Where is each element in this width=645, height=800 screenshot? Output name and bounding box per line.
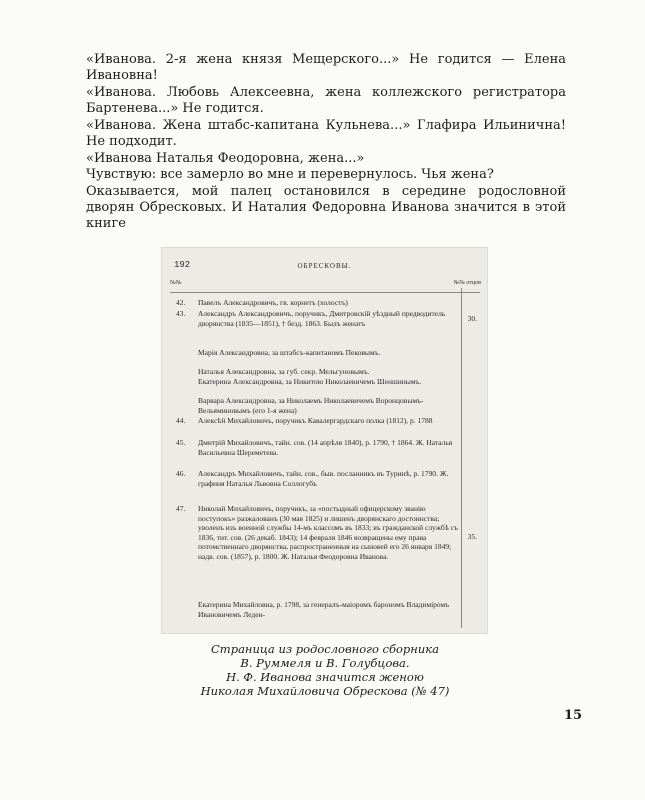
entry-sub: Наталья Александровна, за губ. секр. Мельгуновымъ.: [198, 367, 370, 376]
entry-text: Александръ Александровичъ, поручикъ, Дмитровскій уѣздный предводитель дворянства (1835—1851), † безд. 1863. Былъ женатъ: [198, 309, 446, 328]
entry-sub: Екатерина Александровна, за Никитою Николаевичемъ Шеншинымъ.: [198, 377, 422, 386]
entry-number: 47.: [176, 504, 186, 513]
entry-number: 44.: [176, 416, 186, 425]
entry-47: [176, 504, 458, 562]
inset-title: ОБРЕСКОВЫ.: [297, 262, 352, 270]
entry-number: 45.: [176, 438, 186, 447]
entry-44: [176, 416, 458, 426]
entry-ref: 30.: [467, 314, 477, 323]
entry-46: [176, 469, 458, 488]
entry-text: Алексѣй Михайловичъ, поручикъ Кавалергардскаго полка (1812), р. 1788: [198, 416, 433, 425]
entry-45: [176, 438, 458, 457]
entry-number: 42.: [176, 298, 186, 307]
paragraph-4: «Иванова Наталья Феодоровна, жена...»: [86, 151, 365, 166]
entry-text: Павелъ Александровичъ, гв. корнетъ (холостъ): [198, 298, 348, 307]
figure-caption: [150, 642, 500, 698]
entry-text: Александръ Михайловичъ, тайн. сов., быв. посланникъ въ Туринѣ, р. 1790. Ж. графиня Наталья Львовна Соллогубъ: [198, 469, 449, 488]
entry-sub: Марія Александровна, за штабсъ-капитаномъ Пековымъ.: [198, 348, 381, 357]
genealogy-page-image: [162, 248, 487, 633]
paragraph-2: «Иванова. Любовь Алексеевна, жена коллежского регистратора Бартенева...» Не годится.: [86, 85, 566, 116]
entry-42: [176, 298, 458, 308]
entry-43: [176, 309, 458, 328]
entry-sub: Екатерина Михайловна, р. 1798, за генералъ-маіоромъ барономъ Владиміромъ Ивановичемъ Леден-: [198, 600, 450, 619]
caption-line: Н. Ф. Иванова значится женою: [226, 670, 424, 684]
entry-ref: 35.: [467, 532, 477, 541]
entry-sub: Варвара Александровна, за Николаемъ Николаевичемъ Воронцовымъ-Вельяминовымъ (его 1-я жена): [198, 396, 424, 415]
entry-number: 46.: [176, 469, 186, 478]
inset-column-rule: [461, 288, 462, 628]
paragraph-6: Оказывается, мой палец остановился в середине родословной дворян Обресковых. И Наталия Федоровна Иванова значится в этой книге: [86, 184, 566, 231]
inset-divider: [170, 292, 480, 293]
inset-col-left-label: №№: [170, 280, 182, 286]
inset-col-right-label: №№ отцов: [453, 280, 481, 286]
caption-line: В. Руммеля и В. Голубцова.: [240, 656, 410, 670]
entry-text: Дмитрій Михайловичъ, тайн. сов. (14 апрѣля 1840), р. 1790, † 1864. Ж. Наталья Васильевна Шереметева.: [198, 438, 453, 457]
caption-line: Страница из родословного сборника: [211, 642, 439, 656]
paragraph-5: Чувствую: все замерло во мне и перевернулось. Чья жена?: [86, 167, 494, 182]
page-number: 15: [564, 708, 583, 723]
caption-line: Николая Михайловича Обрескова (№ 47): [200, 684, 450, 698]
paragraph-3: «Иванова. Жена штабс-капитана Кульнева...» Глафира Ильинична! Не подходит.: [86, 118, 566, 149]
inset-page-number: 192: [174, 260, 191, 270]
paragraph-1: «Иванова. 2-я жена князя Мещерского...» Не годится — Елена Ивановна!: [86, 52, 566, 83]
entry-number: 43.: [176, 309, 186, 318]
entry-text: Николай Михайловичъ, поручикъ, за «постыдный офицерскому званію поступокъ» разжалованъ (30 мая 1825) и лишенъ дворянскаго достоинства; уволенъ изъ военной службы 14-мъ классомъ въ 1833; въ гражданской службѣ съ 1836, тит. сов. (26 декаб. 1843); 14 февраля 1846 возвращены ему права потомственнаго дворянства, распространенныя на сыновей его 26 января 1849; надв. сов. (1857), р. 1800. Ж. Наталья Феодоровна Иванова.: [198, 504, 458, 561]
